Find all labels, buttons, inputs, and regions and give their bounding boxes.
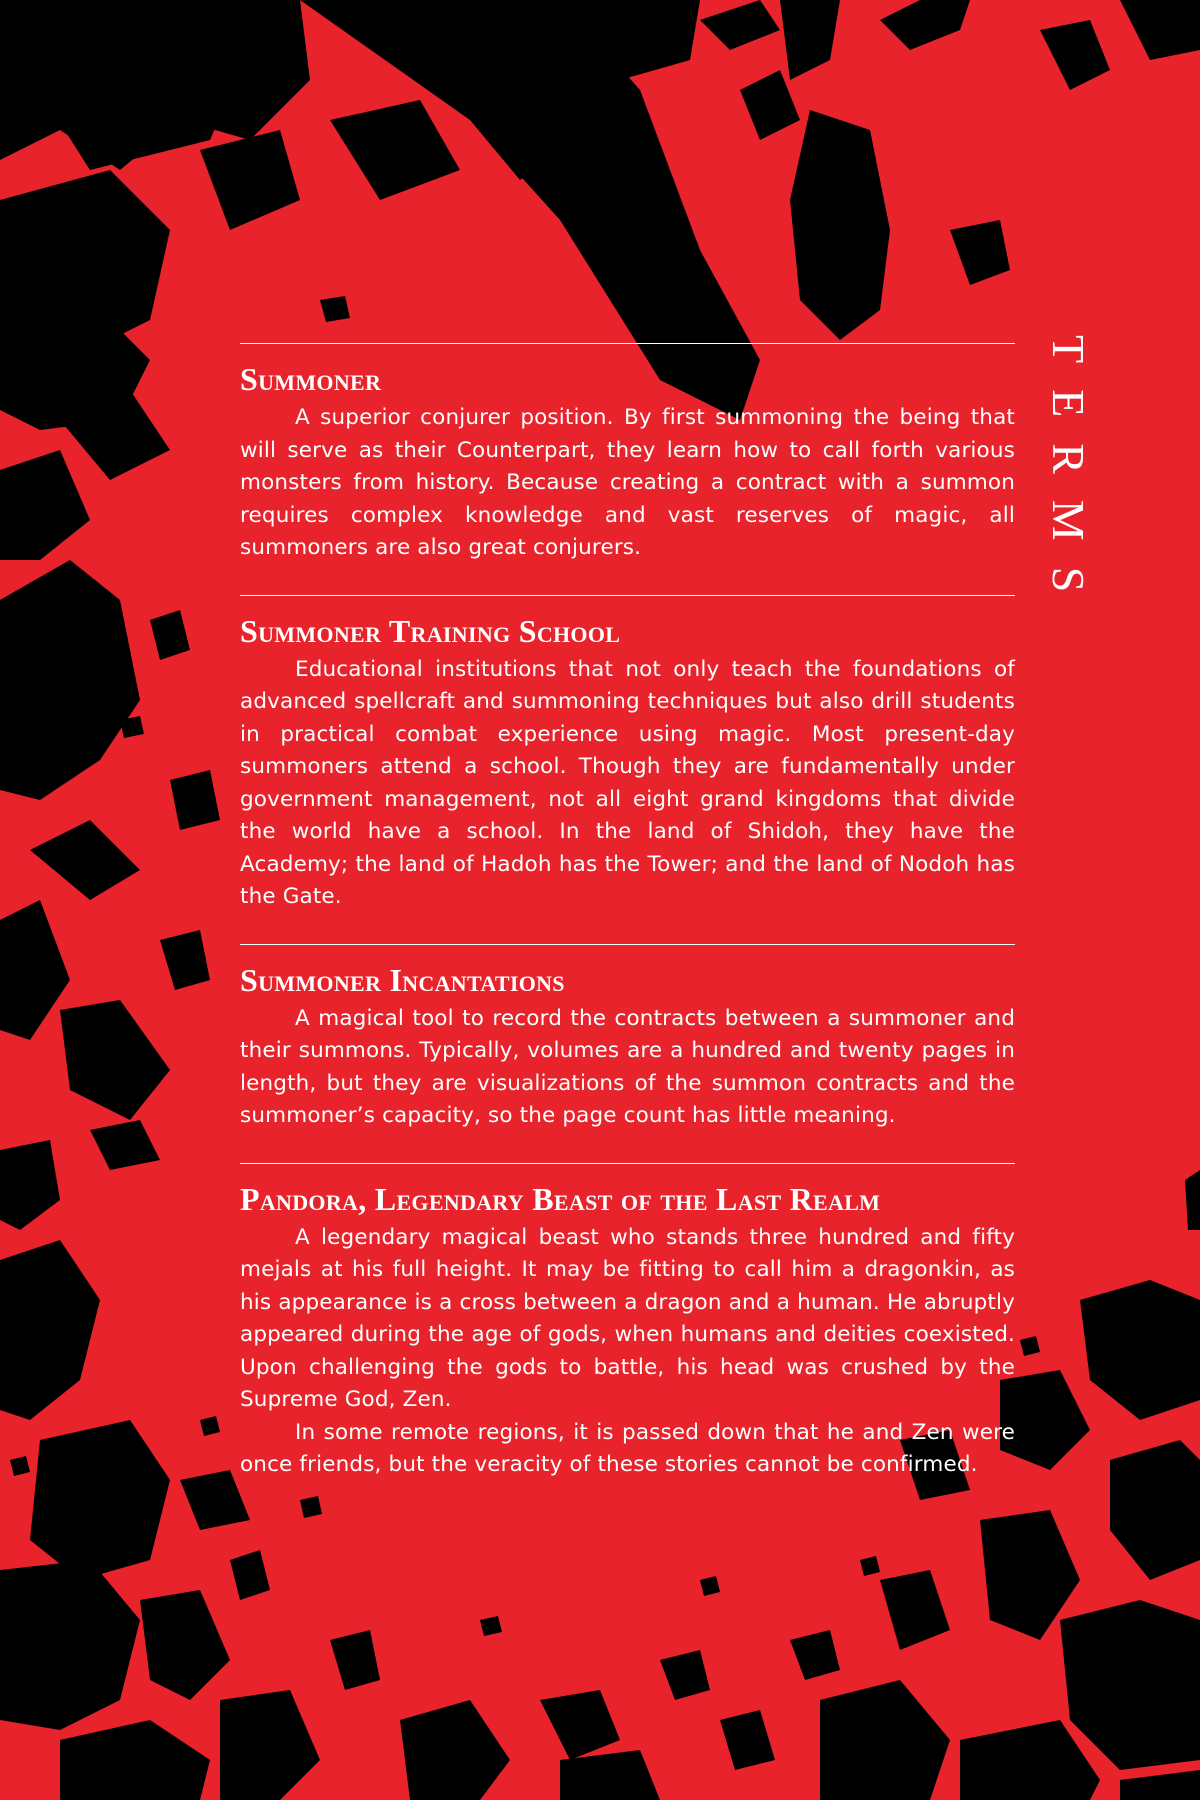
shard [780, 0, 840, 80]
shard [1120, 0, 1200, 60]
term-definition: In some remote regions, it is passed down that he and Zen were once friends, but the veracity of these stories cannot be confirmed. [240, 1419, 1015, 1477]
shard [0, 1560, 140, 1730]
term-title: Summoner Training School [240, 612, 621, 649]
side-title: TERMS [1043, 335, 1094, 619]
shard [1120, 1770, 1200, 1800]
shard [540, 1690, 620, 1760]
term-entry-pandora [240, 1163, 1015, 1482]
shard [330, 100, 460, 200]
shard [140, 1590, 230, 1700]
shard [0, 1240, 100, 1420]
term-entry-summoner-incantations [240, 944, 1015, 1133]
shard [220, 1690, 320, 1800]
term-entry-summoner [240, 343, 1015, 565]
shard [30, 820, 140, 900]
shard [230, 1550, 270, 1600]
shard [880, 0, 970, 50]
shard [720, 1710, 775, 1770]
shard [400, 1700, 510, 1800]
shard [0, 1140, 60, 1230]
shard [1040, 20, 1110, 90]
shard [860, 1556, 880, 1576]
shard [1185, 1170, 1200, 1230]
term-definition: A magical tool to record the contracts between a summoner and their summons. Typically, volumes are a hundred and twenty pages in length, but they are visualizations of the summon contracts and the summoner’s capacity, so the page count has little meaning. [240, 1005, 1015, 1128]
shard [60, 1000, 170, 1120]
shard [950, 220, 1010, 285]
shard [790, 1630, 840, 1680]
shard [120, 716, 144, 738]
shard [790, 110, 890, 340]
shard [1020, 1336, 1040, 1356]
term-definition: Educational institutions that not only teach the foundations of advanced spellcraft and summoning techniques but also drill students in practical combat experience using magic. Most present-day summoners attend a school. Though they are fundamentally under government management, not all eight grand kingdoms that divide the world have a school. In the land of Shidoh, they have the Academy; the land of Hadoh has the Tower; and the land of Nodoh has the Gate. [240, 656, 1015, 909]
shard [200, 1416, 220, 1436]
shard [1060, 1600, 1200, 1770]
term-definition: A superior conjurer position. By first summoning the being that will serve as their Counterpart, they learn how to call forth various monsters from history. Because creating a contract with a summon requires complex knowledge and vast reserves of magic, all summoners are also great conjurers. [240, 405, 1015, 560]
term-title: Pandora, Legendary Beast of the Last Realm [240, 1180, 881, 1217]
shard [80, 376, 104, 400]
shard [0, 560, 140, 800]
shard [880, 1570, 950, 1650]
shard [60, 1720, 210, 1800]
shard [960, 1720, 1100, 1800]
shard [700, 0, 780, 50]
shard [200, 130, 300, 230]
terms-glossary [240, 343, 1015, 1512]
shard [90, 1120, 160, 1170]
shard [320, 296, 350, 322]
shard [10, 1456, 30, 1476]
shard [1080, 1280, 1200, 1420]
term-entry-summoner-training-school [240, 595, 1015, 914]
shard [660, 1650, 710, 1700]
shard [330, 1630, 380, 1690]
shard [1110, 1440, 1200, 1580]
shard [160, 930, 210, 990]
shard [700, 1576, 720, 1596]
term-title: Summoner [240, 361, 382, 397]
shard [170, 770, 220, 830]
shard [30, 1420, 170, 1580]
term-definition: A legendary magical beast who stands three hundred and fifty mejals at his full height. It may be fitting to call him a dragonkin, as his appearance is a cross between a dragon and a human. He abruptly appeared during the age of gods, when humans and deities coexisted. Upon challenging the gods to battle, his head was crushed by the Supreme God, Zen. [240, 1224, 1015, 1412]
shard [150, 610, 190, 660]
shard [0, 900, 70, 1040]
shard [0, 450, 90, 560]
shard [820, 1680, 950, 1800]
shard [740, 70, 800, 140]
term-title: Summoner Incantations [240, 961, 565, 998]
shard [480, 1616, 502, 1636]
